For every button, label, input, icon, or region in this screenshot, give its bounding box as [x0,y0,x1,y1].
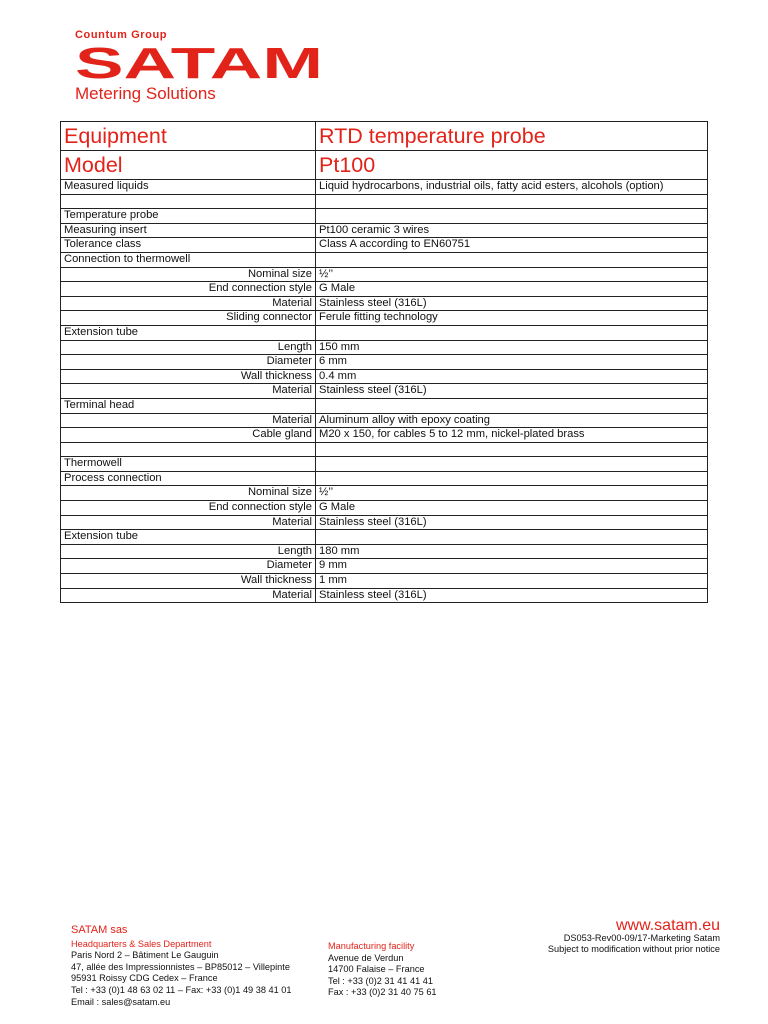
model-label: Model [61,151,316,180]
spec-label: Wall thickness [61,574,316,589]
spec-label: Thermowell [61,457,316,472]
spec-label [61,442,316,457]
spec-value: Stainless steel (316L) [316,384,708,399]
spec-value: G Male [316,282,708,297]
spec-label: Connection to thermowell [61,252,316,267]
brand-tagline: Metering Solutions [75,84,216,103]
spec-value: Class A according to EN60751 [316,238,708,253]
spec-value: 0.4 mm [316,369,708,384]
table-row [61,588,708,603]
mf-title: Manufacturing facility [328,941,415,951]
spec-label: Sliding connector [61,311,316,326]
table-row [61,559,708,574]
equipment-value: RTD temperature probe [316,122,708,151]
spec-value: Ferule fitting technology [316,311,708,326]
table-row [61,252,708,267]
table-row [61,296,708,311]
spec-table [60,121,708,603]
spec-label: Length [61,340,316,355]
table-row [61,194,708,209]
website-link[interactable]: www.satam.eu [615,917,720,934]
table-row [61,282,708,297]
spec-value: 180 mm [316,544,708,559]
spec-label: Extension tube [61,530,316,545]
spec-value: G Male [316,501,708,516]
spec-label: Diameter [61,355,316,370]
spec-value: 9 mm [316,559,708,574]
mf-line: 14700 Falaise – France [328,964,425,975]
spec-label: Nominal size [61,486,316,501]
table-row [61,340,708,355]
mf-line: Tel : +33 (0)2 31 41 41 41 [328,975,433,986]
spec-label: Material [61,384,316,399]
spec-value: Aluminum alloy with epoxy coating [316,413,708,428]
spec-label [61,194,316,209]
hq-title: Headquarters & Sales Department [71,938,212,949]
spec-value: Stainless steel (316L) [316,588,708,603]
spec-label: Material [61,296,316,311]
table-row [61,428,708,443]
footer-manufacturing [328,941,437,999]
spec-value: Stainless steel (316L) [316,296,708,311]
table-row [61,369,708,384]
spec-label: Length [61,544,316,559]
spec-label: Material [61,413,316,428]
table-row [61,501,708,516]
satam-logo [75,29,335,105]
spec-value: ½’’ [316,486,708,501]
spec-label: Tolerance class [61,238,316,253]
spec-value [316,252,708,267]
spec-label: Wall thickness [61,369,316,384]
table-row [61,151,708,180]
table-row [61,267,708,282]
hq-line: 95931 Roissy CDG Cedex – France [71,973,218,984]
table-row [61,355,708,370]
table-row [61,471,708,486]
spec-value [316,530,708,545]
brand-group: Countum Group [75,29,168,41]
spec-label: Measured liquids [61,180,316,195]
table-row [61,486,708,501]
spec-value: 6 mm [316,355,708,370]
table-row [61,209,708,224]
spec-label: Cable gland [61,428,316,443]
table-row [61,384,708,399]
table-row [61,574,708,589]
spec-value: ½’’ [316,267,708,282]
model-value: Pt100 [316,151,708,180]
table-row [61,530,708,545]
table-row [61,413,708,428]
spec-value [316,442,708,457]
hq-line: Paris Nord 2 – Bâtiment Le Gauguin [71,950,219,961]
spec-value: Stainless steel (316L) [316,515,708,530]
spec-label: Material [61,515,316,530]
spec-value [316,471,708,486]
footer-right [547,917,720,956]
spec-label: Temperature probe [61,209,316,224]
table-row [61,515,708,530]
spec-value [316,209,708,224]
table-row [61,180,708,195]
spec-label: Measuring insert [61,223,316,238]
spec-label: End connection style [61,501,316,516]
hq-line: 47, allée des Impressionnistes – BP85012 – Villepinte [71,961,290,972]
table-row [61,122,708,151]
spec-label: Extension tube [61,325,316,340]
spec-label: Material [61,588,316,603]
table-row [61,223,708,238]
spec-label: Nominal size [61,267,316,282]
table-row [61,325,708,340]
hq-email[interactable]: Email : sales@satam.eu [71,996,171,1007]
table-row [61,238,708,253]
brand-name: SATAM [75,44,323,82]
spec-value: M20 x 150, for cables 5 to 12 mm, nickel-plated brass [316,428,708,443]
spec-value: Pt100 ceramic 3 wires [316,223,708,238]
table-row [61,398,708,413]
spec-value [316,325,708,340]
doc-ref: DS053-Rev00-09/17-Marketing Satam [563,932,720,943]
spec-value: 150 mm [316,340,708,355]
table-row [61,442,708,457]
spec-label: Process connection [61,471,316,486]
spec-label: Diameter [61,559,316,574]
table-row [61,311,708,326]
spec-value: 1 mm [316,574,708,589]
mf-line: Fax : +33 (0)2 31 40 75 61 [328,987,437,998]
spec-value [316,457,708,472]
satam-wordmark [75,44,325,82]
table-row [61,457,708,472]
modification-notice: Subject to modification without prior notice [547,944,720,955]
footer-headquarters [71,920,291,1008]
table-row [61,544,708,559]
equipment-label: Equipment [61,122,316,151]
spec-value [316,194,708,209]
spec-label: Terminal head [61,398,316,413]
spec-label: End connection style [61,282,316,297]
footer-company: SATAM sas [71,924,128,936]
hq-line: Tel : +33 (0)1 48 63 02 11 – Fax: +33 (0)1 49 38 41 01 [71,984,292,995]
spec-value [316,398,708,413]
spec-value: Liquid hydrocarbons, industrial oils, fatty acid esters, alcohols (option) [316,180,708,195]
mf-line: Avenue de Verdun [328,952,404,963]
